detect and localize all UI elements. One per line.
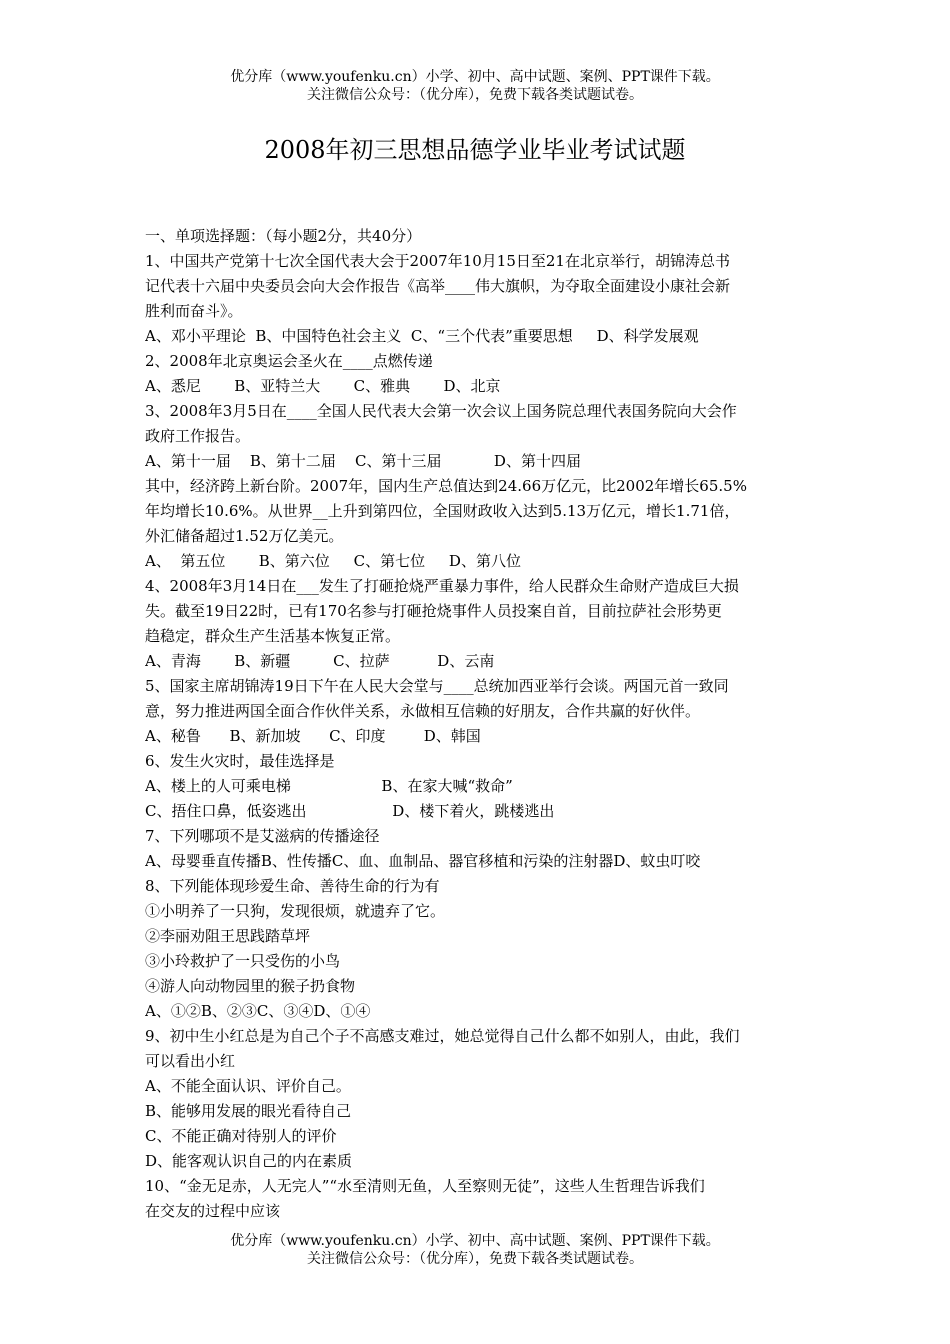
text-line: A、邓小平理论 B、中国特色社会主义 C、“三个代表”重要思想 D、科学发展观 <box>145 327 699 345</box>
text-line: 9、初中生小红总是为自己个子不高感支难过，她总觉得自己什么都不如别人，由此，我们 <box>145 1027 740 1045</box>
text-line: 外汇储备超过1.52万亿美元。 <box>145 527 344 545</box>
header-line-2: 关注微信公众号：（优分库），免费下载各类试题试卷。 <box>307 87 643 103</box>
text-line: 失。截至19日22时，已有170名参与打砸抢烧事件人员投案自首，目前拉萨社会形势更 <box>145 602 722 620</box>
text-line: A、秘鲁 B、新加坡 C、印度 D、韩国 <box>145 727 481 745</box>
text-line: A、第十一届 B、第十二届 C、第十三届 D、第十四届 <box>145 452 581 470</box>
text-line: 意，努力推进两国全面合作伙伴关系，永做相互信赖的好朋友，合作共赢的好伙伴。 <box>145 702 701 720</box>
text-line: A、母婴垂直传播B、性传播C、血、血制品、器官移植和污染的注射器D、蚊虫叮咬 <box>145 852 701 870</box>
text-line: C、不能正确对待别人的评价 <box>145 1127 337 1145</box>
text-line: 年均增长10.6%。从世界__上升到第四位，全国财政收入达到5.13万亿元，增长1.71倍， <box>145 502 740 520</box>
text-line: 胜利而奋斗》。 <box>145 302 243 320</box>
page-footer <box>0 1232 950 1268</box>
text-line: 5、国家主席胡锦涛19日下午在人民大会堂与____总统加西亚举行会谈。两国元首一致同 <box>145 677 729 695</box>
text-line: 3、2008年3月5日在____全国人民代表大会第一次会议上国务院总理代表国务院向大会作 <box>145 402 737 420</box>
text-line: 可以看出小红 <box>145 1052 236 1070</box>
text-line: D、能客观认识自己的内在素质 <box>145 1152 353 1170</box>
text-line: 10、“金无足赤，人无完人”“水至清则无鱼，人至察则无徒”，这些人生哲理告诉我们 <box>145 1177 705 1195</box>
footer-line-1: 优分库（www.youfenku.cn）小学、初中、高中试题、案例、PPT课件下载。 <box>230 1233 720 1249</box>
page-header <box>0 68 950 104</box>
document-title: 2008年初三思想品德学业毕业考试试题 <box>264 136 686 164</box>
text-line: 6、发生火灾时，最佳选择是 <box>145 752 335 770</box>
footer-line-2: 关注微信公众号：（优分库），免费下载各类试题试卷。 <box>307 1251 643 1267</box>
text-line: C、捂住口鼻，低姿逃出 D、楼下着火，跳楼逃出 <box>145 802 555 820</box>
text-line: 其中，经济跨上新台阶。2007年，国内生产总值达到24.66万亿元，比2002年增长65.5% <box>145 477 747 495</box>
text-line: A、①②B、②③C、③④D、①④ <box>145 1002 371 1020</box>
text-line: ③小玲救护了一只受伤的小鸟 <box>145 952 341 970</box>
text-line: 8、下列能体现珍爱生命、善待生命的行为有 <box>145 877 440 895</box>
text-line: ④游人向动物园里的猴子扔食物 <box>145 977 356 995</box>
text-line: 在交友的过程中应该 <box>145 1202 281 1220</box>
text-line: A、悉尼 B、亚特兰大 C、雅典 D、北京 <box>145 377 501 395</box>
text-line: 7、下列哪项不是艾滋病的传播途径 <box>145 827 380 845</box>
header-line-1: 优分库（www.youfenku.cn）小学、初中、高中试题、案例、PPT课件下载。 <box>230 69 720 85</box>
text-line: 趋稳定，群众生产生活基本恢复正常。 <box>145 627 401 645</box>
text-line: 2、2008年北京奥运会圣火在____点燃传递 <box>145 352 433 370</box>
text-line: 4、2008年3月14日在___发生了打砸抢烧严重暴力事件，给人民群众生命财产造成巨大损 <box>145 577 739 595</box>
text-line: A、青海 B、新疆 C、拉萨 D、云南 <box>145 652 495 670</box>
text-line: ②李丽劝阻王思践踏草坪 <box>145 927 311 945</box>
text-line: A、不能全面认识、评价自己。 <box>145 1077 351 1095</box>
exam-content <box>145 224 810 1224</box>
text-line: 政府工作报告。 <box>145 427 251 445</box>
text-line: ①小明养了一只狗，发现很烦，就遗弃了它。 <box>145 902 446 920</box>
text-line: A、楼上的人可乘电梯 B、在家大喊“救命” <box>145 777 513 795</box>
text-line: 记代表十六届中央委员会向大会作报告《高举____伟大旗帜，为夺取全面建设小康社会新 <box>145 277 731 295</box>
text-line: B、能够用发展的眼光看待自己 <box>145 1102 352 1120</box>
text-line: A、 第五位 B、第六位 C、第七位 D、第八位 <box>145 552 521 570</box>
text-line: 1、中国共产党第十七次全国代表大会于2007年10月15日至21在北京举行，胡锦涛总书 <box>145 252 730 270</box>
text-line: 一、单项选择题：（每小题2分，共40分） <box>145 227 422 245</box>
